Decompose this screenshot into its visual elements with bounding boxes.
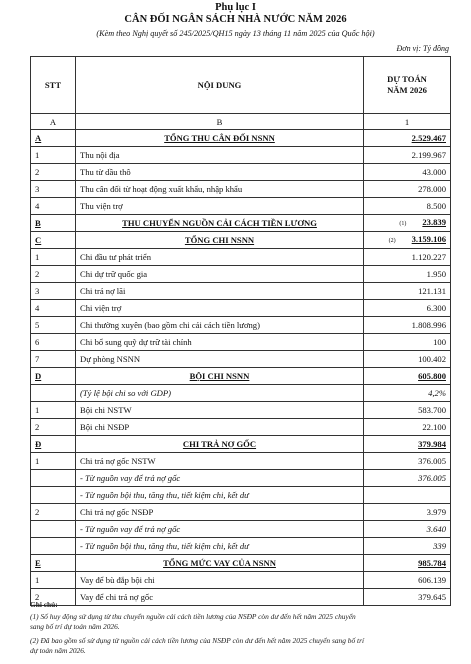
table-body — [31, 130, 451, 606]
row-value-text: 2.199.967 — [411, 150, 446, 160]
row-value — [364, 419, 451, 436]
table-row — [31, 147, 451, 164]
table-row — [31, 215, 451, 232]
page-title: CÂN ĐỐI NGÂN SÁCH NHÀ NƯỚC NĂM 2026 — [124, 14, 347, 25]
col-label-a: A — [31, 114, 76, 130]
row-stt: 2 — [31, 504, 76, 521]
row-value — [364, 266, 451, 283]
row-content: BỘI CHI NSNN — [76, 368, 364, 385]
row-content: Vay để chi trả nợ gốc — [76, 589, 364, 606]
col-header-estimate-line2: NĂM 2026 — [387, 85, 427, 95]
row-stt: 2 — [31, 419, 76, 436]
table-row — [31, 249, 451, 266]
row-stt: Đ — [31, 436, 76, 453]
table-row — [31, 317, 451, 334]
row-content: (Tỷ lệ bội chi so với GDP) — [76, 385, 364, 402]
row-stt — [31, 487, 76, 504]
row-content: Chi trả nợ lãi — [76, 283, 364, 300]
row-content: - Từ nguồn bội thu, tăng thu, tiết kiệm chi, kết dư — [76, 487, 364, 504]
appendix-label: Phụ lục I — [215, 2, 256, 13]
row-content: Chi đầu tư phát triển — [76, 249, 364, 266]
row-content: Bội chi NSTW — [76, 402, 364, 419]
row-content: - Từ nguồn bội thu, tăng thu, tiết kiệm chi, kết dư — [76, 538, 364, 555]
row-content: Dự phòng NSNN — [76, 351, 364, 368]
row-stt — [31, 470, 76, 487]
table-row — [31, 453, 451, 470]
row-stt: 1 — [31, 572, 76, 589]
row-note-ref: (1) — [399, 221, 407, 227]
row-content: Chi viện trợ — [76, 300, 364, 317]
row-value — [364, 453, 451, 470]
row-value — [364, 538, 451, 555]
row-value-text: 376.005 — [418, 456, 446, 466]
table-row — [31, 334, 451, 351]
unit-label: Đơn vị: Tỷ đồng — [396, 44, 449, 53]
row-content: TỔNG THU CÂN ĐỐI NSNN — [76, 130, 364, 147]
row-stt: D — [31, 368, 76, 385]
row-value-text: 121.131 — [418, 286, 446, 296]
row-stt: 6 — [31, 334, 76, 351]
row-value — [364, 470, 451, 487]
row-value — [364, 402, 451, 419]
row-content: Chi trả nợ gốc NSTW — [76, 453, 364, 470]
note-2-line-2: dự toán năm 2026. — [30, 646, 86, 655]
row-value — [364, 147, 451, 164]
row-value — [364, 487, 451, 504]
table-row — [31, 487, 451, 504]
table-row — [31, 436, 451, 453]
row-value — [364, 181, 451, 198]
row-value-text: 3.640 — [426, 524, 446, 534]
row-stt: 5 — [31, 317, 76, 334]
table-row — [31, 164, 451, 181]
row-note-ref: (2) — [388, 238, 396, 244]
table-row — [31, 538, 451, 555]
row-value-text: 2.529.467 — [411, 133, 446, 143]
table-row — [31, 521, 451, 538]
row-value — [364, 232, 451, 249]
row-content: CHI TRẢ NỢ GỐC — [76, 436, 364, 453]
row-value-text: 100.402 — [418, 354, 446, 364]
row-content: Chi trả nợ gốc NSĐP — [76, 504, 364, 521]
row-content: - Từ nguồn vay để trả nợ gốc — [76, 470, 364, 487]
row-value-text: 379.645 — [418, 592, 446, 602]
col-header-estimate — [364, 57, 451, 114]
row-content: Bội chi NSĐP — [76, 419, 364, 436]
row-content: Thu viện trợ — [76, 198, 364, 215]
row-value-text: 339 — [433, 541, 446, 551]
table-row — [31, 283, 451, 300]
table-row — [31, 368, 451, 385]
row-stt: 3 — [31, 181, 76, 198]
row-content: Vay để bù đắp bội chi — [76, 572, 364, 589]
row-value-text: 606.139 — [418, 575, 446, 585]
note-2-line-1: (2) Đã bao gồm số sử dụng từ nguồn cải cách tiền lương của NSĐP còn dư đến hết năm 2025 chuyển sang bố trí — [30, 636, 364, 645]
table-row — [31, 589, 451, 606]
row-value-text: 379.984 — [418, 439, 446, 449]
note-1-line-1: (1) Số huy động sử dụng từ thu chuyển nguồn cải cách tiền lương của NSĐP còn dư đến hết năm 2025 chuyển — [30, 612, 356, 621]
row-value-text: 43.000 — [422, 167, 446, 177]
row-value — [364, 215, 451, 232]
table-header-row — [31, 57, 451, 114]
row-value-text: 100 — [433, 337, 446, 347]
row-value-text: 6.300 — [426, 303, 446, 313]
col-header-estimate-line1: DỰ TOÁN — [387, 74, 427, 84]
row-stt — [31, 385, 76, 402]
row-value — [364, 198, 451, 215]
row-stt: 1 — [31, 402, 76, 419]
row-value-text: 1.950 — [426, 269, 446, 279]
row-value-text: 376.005 — [418, 473, 446, 483]
row-value — [364, 249, 451, 266]
row-value-text: 3.979 — [426, 507, 446, 517]
row-stt: 4 — [31, 300, 76, 317]
row-content: THU CHUYỂN NGUỒN CẢI CÁCH TIỀN LƯƠNG — [76, 215, 364, 232]
row-stt: E — [31, 555, 76, 572]
table-row — [31, 181, 451, 198]
row-value-text: 22.100 — [422, 422, 446, 432]
row-value — [364, 317, 451, 334]
table-row — [31, 351, 451, 368]
row-content: TỔNG CHI NSNN — [76, 232, 364, 249]
row-content: Chi thường xuyên (bao gồm chi cải cách tiền lương) — [76, 317, 364, 334]
table-row — [31, 402, 451, 419]
row-value — [364, 572, 451, 589]
row-content: Thu nội địa — [76, 147, 364, 164]
row-value-text: 1.808.996 — [411, 320, 446, 330]
row-stt — [31, 538, 76, 555]
row-value — [364, 385, 451, 402]
note-1-line-2: sang bố trí dự toán năm 2026. — [30, 622, 120, 631]
row-value — [364, 436, 451, 453]
row-value — [364, 368, 451, 385]
row-stt: 3 — [31, 283, 76, 300]
row-content: Chi bổ sung quỹ dự trữ tài chính — [76, 334, 364, 351]
row-stt: 1 — [31, 249, 76, 266]
row-stt — [31, 521, 76, 538]
row-value-text: 23.839 — [422, 217, 446, 227]
col-label-1: 1 — [364, 114, 451, 130]
row-stt: 2 — [31, 589, 76, 606]
col-header-content: NỘI DUNG — [76, 57, 364, 114]
row-stt: A — [31, 130, 76, 147]
table-row — [31, 266, 451, 283]
row-content: - Từ nguồn vay để trả nợ gốc — [76, 521, 364, 538]
col-header-stt: STT — [31, 57, 76, 114]
row-stt: B — [31, 215, 76, 232]
table-row — [31, 419, 451, 436]
col-label-b: B — [76, 114, 364, 130]
row-value-text: 583.700 — [418, 405, 446, 415]
row-stt: 2 — [31, 266, 76, 283]
row-value-text: 8.500 — [426, 201, 446, 211]
page-subtitle: (Kèm theo Nghị quyết số 245/2025/QH15 ngày 13 tháng 11 năm 2025 của Quốc hội) — [96, 29, 375, 38]
table-row — [31, 130, 451, 147]
table-row — [31, 198, 451, 215]
row-value — [364, 504, 451, 521]
budget-table — [30, 56, 451, 606]
row-stt: 2 — [31, 164, 76, 181]
row-value — [364, 521, 451, 538]
table-row — [31, 572, 451, 589]
row-stt: 1 — [31, 453, 76, 470]
table-row — [31, 300, 451, 317]
row-content: Chi dự trữ quốc gia — [76, 266, 364, 283]
notes-heading: Ghi chú: — [30, 600, 58, 609]
row-stt: 1 — [31, 147, 76, 164]
row-value — [364, 555, 451, 572]
row-value — [364, 130, 451, 147]
row-value — [364, 300, 451, 317]
row-value — [364, 283, 451, 300]
table-row — [31, 385, 451, 402]
row-value — [364, 334, 451, 351]
row-value — [364, 351, 451, 368]
table-row — [31, 232, 451, 249]
row-content: Thu từ dầu thô — [76, 164, 364, 181]
row-stt: C — [31, 232, 76, 249]
row-value-text: 605.800 — [418, 371, 446, 381]
table-row — [31, 504, 451, 521]
column-label-row — [31, 114, 451, 130]
row-value — [364, 589, 451, 606]
row-value-text: 4,2% — [428, 388, 446, 398]
table-row — [31, 555, 451, 572]
row-content: TỔNG MỨC VAY CỦA NSNN — [76, 555, 364, 572]
row-value-text: 1.120.227 — [411, 252, 446, 262]
row-value — [364, 164, 451, 181]
row-stt: 4 — [31, 198, 76, 215]
row-stt: 7 — [31, 351, 76, 368]
row-value-text: 278.000 — [418, 184, 446, 194]
row-content: Thu cân đối từ hoạt động xuất khẩu, nhập khẩu — [76, 181, 364, 198]
table-row — [31, 470, 451, 487]
row-value-text: 3.159.106 — [411, 234, 446, 244]
row-value-text: 985.784 — [418, 558, 446, 568]
